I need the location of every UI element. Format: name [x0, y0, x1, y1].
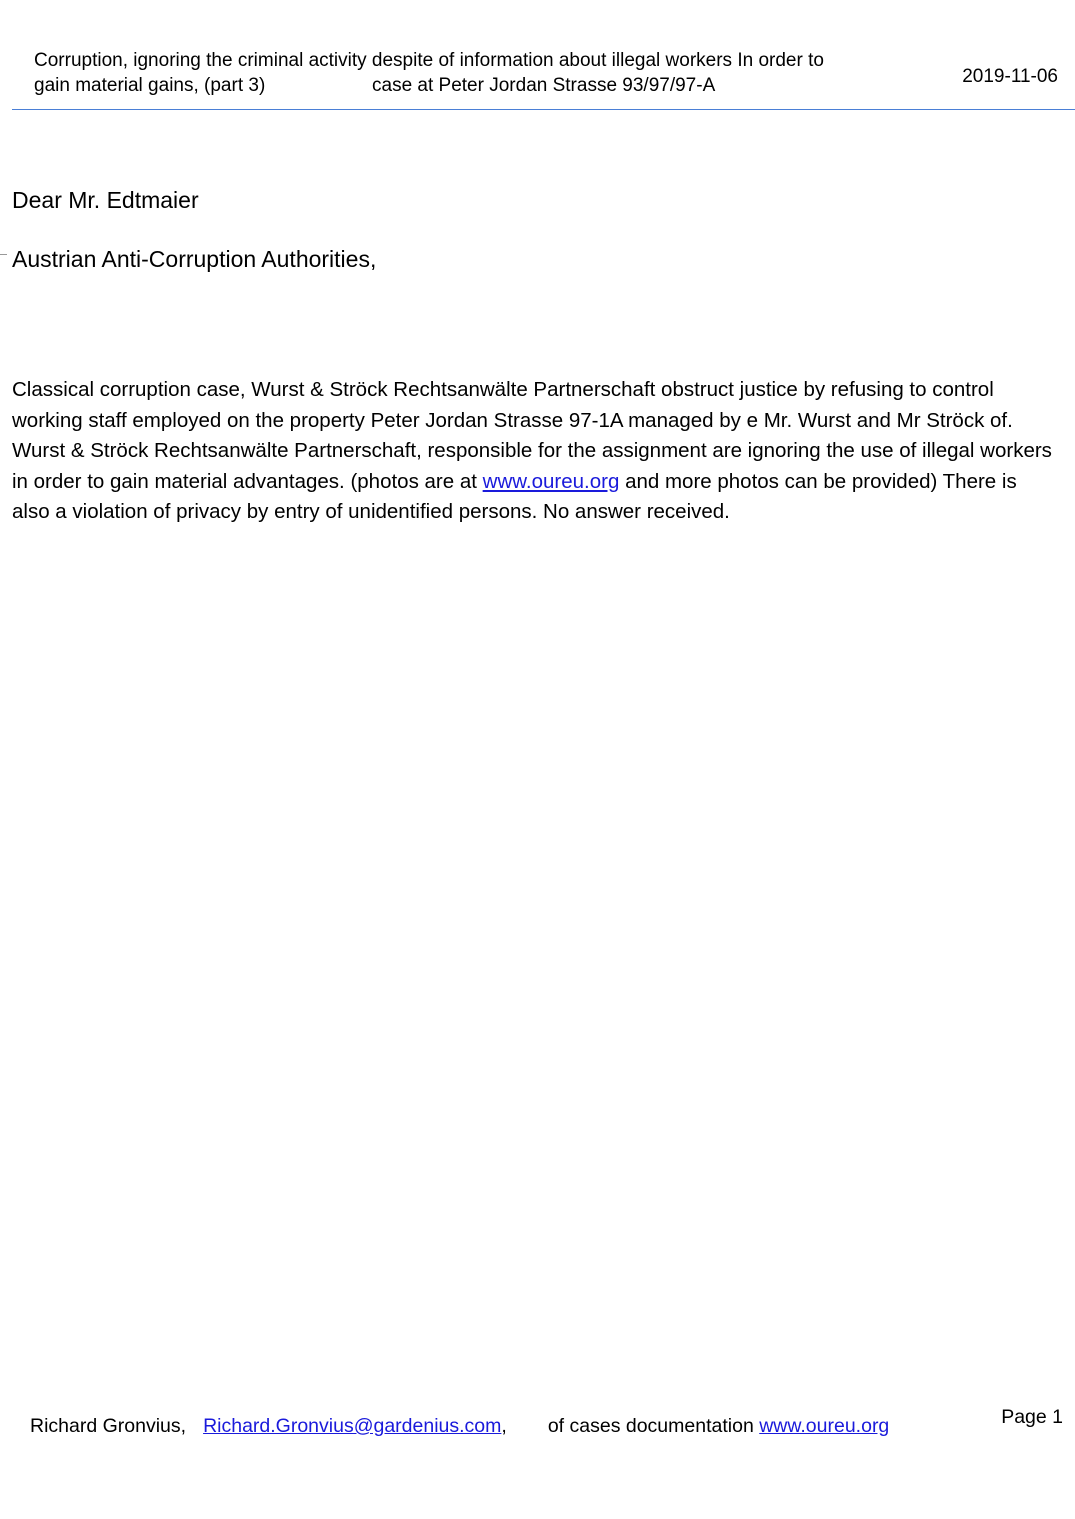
page-number: Page 1 [1001, 1406, 1063, 1428]
header-title-line2 [34, 73, 920, 98]
header-title-line1: Corruption, ignoring the criminal activity despite of information about illegal workers In order to [34, 50, 824, 71]
footer-author: Richard Gronvius, [30, 1415, 187, 1437]
footer-website-link[interactable]: www.oureu.org [759, 1415, 890, 1437]
header-title-line2-part1: gain material gains, (part 3) [34, 75, 266, 96]
letter-body [12, 375, 1057, 528]
header-title-line2-part2: case at Peter Jordan Strasse 93/97/97-A [372, 75, 716, 96]
salutation-recipient: Dear Mr. Edtmaier [12, 187, 199, 213]
footer-email-link[interactable]: Richard.Gronvius@gardenius.com [203, 1415, 502, 1437]
letter-body-text-start: Classical corruption case, Wurst & Ströck Rechtsanwälte Partnerschaft obstruct justice by refusing to control working staff employed on the property Peter Jordan Strasse 97-1A managed by e Mr. Wurst and Mr Ströck of. Wurst & Ströck Rechtsanwälte Partnerschaft, responsible for the assignment are ignoring the use of illegal workers in order to gain material advantages. (photos are at [12, 378, 1052, 493]
footer-docs-label: of cases documentation [547, 1415, 760, 1437]
letter-body-text-end: and more photos can be provided) There is also a violation of privacy by entry of unidentified persons. No answer received. [12, 469, 1017, 523]
margin-mark [0, 254, 7, 255]
salutation-organization: Austrian Anti-Corruption Authorities, [12, 246, 377, 272]
page-header [12, 0, 1075, 110]
header-date: 2019-11-06 [962, 66, 1058, 87]
page-footer [30, 1413, 889, 1439]
body-website-link[interactable]: www.oureu.org [482, 469, 620, 493]
footer-comma: , [501, 1415, 507, 1437]
header-title [34, 48, 920, 98]
